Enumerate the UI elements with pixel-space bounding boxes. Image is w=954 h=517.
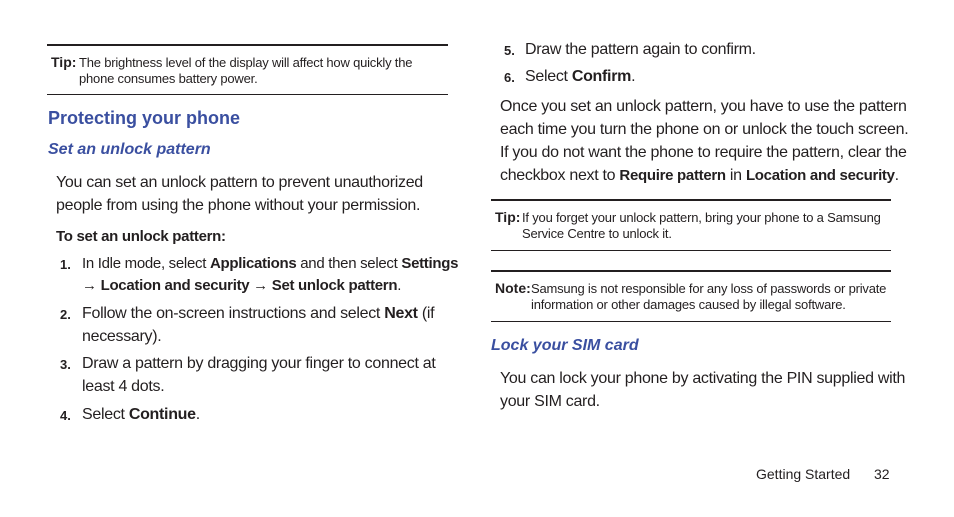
tip2-bottom-rule <box>491 250 891 251</box>
step2-line1 <box>82 302 434 325</box>
step6-text-a: Select <box>525 68 572 85</box>
step4-text-a: Select <box>82 406 129 423</box>
tip-bottom-rule <box>47 94 448 95</box>
tip2-top-rule <box>491 199 891 201</box>
step1-text-b: and then select <box>296 255 402 272</box>
step5-number: 5. <box>504 43 515 58</box>
step3-number: 3. <box>60 357 71 372</box>
para-line4-c: . <box>894 167 899 184</box>
step1-arrow2: → <box>249 277 272 294</box>
note-top-rule <box>491 270 891 272</box>
procedure-heading: To set an unlock pattern: <box>56 228 226 245</box>
para-line4 <box>500 164 899 187</box>
para-line1: Once you set an unlock pattern, you have to use the pattern <box>500 98 907 115</box>
step1-location-security: Location and security <box>100 277 250 294</box>
para-line3: If you do not want the phone to require the pattern, clear the <box>500 144 907 161</box>
step2-text-b: (if <box>417 305 435 322</box>
step6-line <box>525 65 635 88</box>
step1-text-a: In Idle mode, select <box>82 255 210 272</box>
step1-line1 <box>82 252 458 275</box>
sim-line1: You can lock your phone by activating the PIN supplied with <box>500 370 906 387</box>
note-label: Note: <box>495 280 531 296</box>
step1-set-unlock-pattern: Set unlock pattern <box>271 277 398 294</box>
step4-number: 4. <box>60 408 71 423</box>
intro-line2: people from using the phone without your permission. <box>56 197 421 214</box>
step3-line2: least 4 dots. <box>82 378 165 395</box>
tip-text-line2: phone consumes battery power. <box>79 71 258 86</box>
step6-end: . <box>631 68 636 85</box>
para-location-security: Location and security <box>745 167 895 184</box>
section-title: Protecting your phone <box>48 108 241 128</box>
tip2-label: Tip: <box>495 209 521 225</box>
footer-section-name: Getting Started <box>756 466 851 482</box>
step6-confirm: Confirm <box>571 68 632 85</box>
intro-line1: You can set an unlock pattern to prevent unauthorized <box>56 174 423 191</box>
step1-end: . <box>397 277 402 294</box>
para-line4-b: in <box>725 167 746 184</box>
step2-number: 2. <box>60 307 71 322</box>
step2-text-a: Follow the on-screen instructions and select <box>82 305 385 322</box>
step1-applications: Applications <box>209 255 297 272</box>
tip-top-rule <box>47 44 448 46</box>
tip-text-line1: The brightness level of the display will affect how quickly the <box>79 55 413 70</box>
step6-number: 6. <box>504 70 515 85</box>
step4-line1 <box>82 403 200 426</box>
step1-arrow1: → <box>82 277 101 294</box>
note-line1: Samsung is not responsible for any loss of passwords or private <box>531 281 887 296</box>
step5-text: Draw the pattern again to confirm. <box>525 41 756 58</box>
page-number: 32 <box>874 466 890 482</box>
tip-label: Tip: <box>51 54 77 70</box>
step1-settings: Settings <box>401 255 459 272</box>
tip2-line2: Service Centre to unlock it. <box>522 226 672 241</box>
para-line4-a: checkbox next to <box>500 167 620 184</box>
step3-line1: Draw a pattern by dragging your finger to connect at <box>82 355 436 372</box>
tip2-line1: If you forget your unlock pattern, bring your phone to a Samsung <box>522 210 881 225</box>
subsection-title-unlock-pattern: Set an unlock pattern <box>48 141 211 158</box>
step2-line2: necessary). <box>82 328 162 345</box>
step2-next: Next <box>384 305 418 322</box>
subsection-title-sim: Lock your SIM card <box>491 337 639 354</box>
note-bottom-rule <box>491 321 891 322</box>
step4-continue: Continue <box>128 406 196 423</box>
sim-line2: your SIM card. <box>500 393 600 410</box>
step1-number: 1. <box>60 257 71 272</box>
note-line2: information or other damages caused by illegal software. <box>531 297 846 312</box>
para-require-pattern: Require pattern <box>619 167 726 184</box>
step4-end: . <box>195 406 200 423</box>
step1-line2 <box>82 274 401 297</box>
para-line2: each time you turn the phone on or unlock the touch screen. <box>500 121 909 138</box>
